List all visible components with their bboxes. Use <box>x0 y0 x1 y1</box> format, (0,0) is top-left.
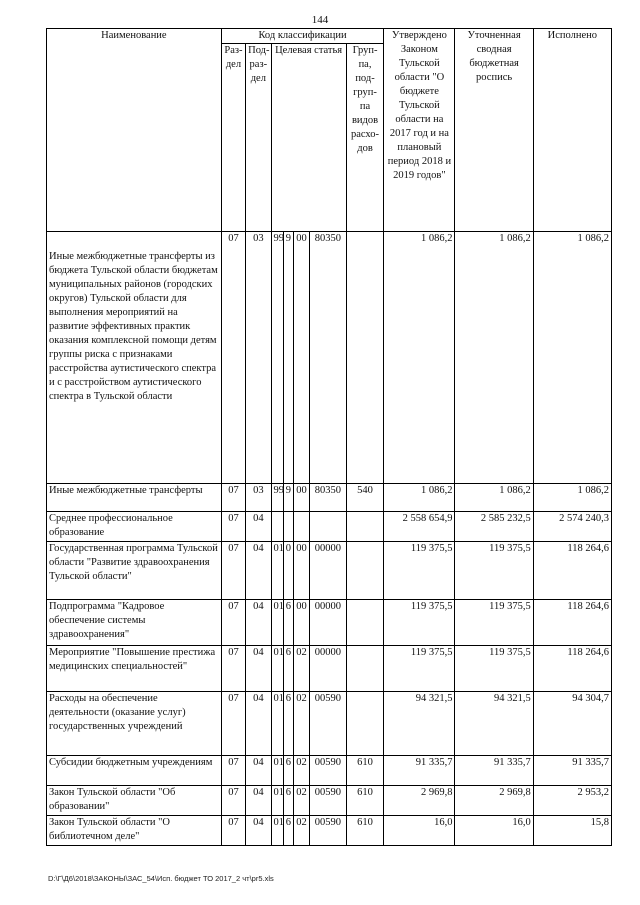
row-c4: 00000 <box>310 646 347 692</box>
row-c1: 99 <box>271 232 283 484</box>
row-rz: 07 <box>221 512 245 542</box>
row-vr <box>346 692 384 756</box>
row-c3: 02 <box>293 786 309 816</box>
row-prz: 04 <box>246 646 271 692</box>
row-refined: 119 375,5 <box>455 600 533 646</box>
row-prz: 04 <box>246 512 271 542</box>
header-podrazdel: Под-раз-дел <box>246 44 271 232</box>
row-vr: 540 <box>346 484 384 512</box>
row-rz: 07 <box>221 816 245 846</box>
header-expense-group: Груп-па, под-груп-па видов расхо-дов <box>346 44 384 232</box>
row-prz: 03 <box>246 484 271 512</box>
row-refined: 119 375,5 <box>455 542 533 600</box>
row-prz: 03 <box>246 232 271 484</box>
row-name: Среднее профессиональное образование <box>47 512 222 542</box>
row-c3: 00 <box>293 542 309 600</box>
page-number: 144 <box>311 14 329 26</box>
row-name: Расходы на обеспечение деятельности (оказание услуг) государственных учреждений <box>47 692 222 756</box>
row-refined: 1 086,2 <box>455 484 533 512</box>
row-name: Закон Тульской области "Об образовании" <box>47 786 222 816</box>
row-prz: 04 <box>246 600 271 646</box>
footer-file-path: D:\Г\Д6\2018\ЗАКОНЫ\ЗАС_54\Исп. бюджет ТО 2017_2 чт\pr5.xls <box>48 874 274 883</box>
row-approved: 1 086,2 <box>384 232 455 484</box>
row-rz: 07 <box>221 232 245 484</box>
row-approved: 91 335,7 <box>384 756 455 786</box>
row-approved: 94 321,5 <box>384 692 455 756</box>
budget-table <box>46 28 612 846</box>
row-approved: 1 086,2 <box>384 484 455 512</box>
row-prz: 04 <box>246 756 271 786</box>
row-c2: 6 <box>283 786 293 816</box>
header-code-group: Код классификации <box>221 29 384 44</box>
row-prz: 04 <box>246 542 271 600</box>
row-executed: 118 264,6 <box>533 646 611 692</box>
row-c3: 02 <box>293 756 309 786</box>
row-c2: 6 <box>283 816 293 846</box>
row-refined: 2 585 232,5 <box>455 512 533 542</box>
row-c2: 0 <box>283 542 293 600</box>
row-name: Иные межбюджетные трансферты <box>47 484 222 512</box>
row-executed: 1 086,2 <box>533 484 611 512</box>
row-refined: 119 375,5 <box>455 646 533 692</box>
row-c2: 9 <box>283 484 293 512</box>
row-name: Закон Тульской области "О библиотечном деле" <box>47 816 222 846</box>
row-refined: 16,0 <box>455 816 533 846</box>
table-row <box>47 484 612 512</box>
row-c4: 00590 <box>310 816 347 846</box>
row-vr <box>346 232 384 484</box>
header-target: Целевая статья <box>271 44 346 232</box>
row-c4: 00590 <box>310 786 347 816</box>
row-refined: 94 321,5 <box>455 692 533 756</box>
row-c4: 00590 <box>310 692 347 756</box>
row-c4 <box>310 512 347 542</box>
row-c1: 01 <box>271 692 283 756</box>
table-row <box>47 786 612 816</box>
table-row <box>47 600 612 646</box>
row-c3 <box>293 512 309 542</box>
row-rz: 07 <box>221 786 245 816</box>
row-c1: 01 <box>271 646 283 692</box>
table-row <box>47 646 612 692</box>
row-c3: 02 <box>293 692 309 756</box>
row-rz: 07 <box>221 756 245 786</box>
table-row <box>47 756 612 786</box>
row-executed: 118 264,6 <box>533 600 611 646</box>
row-c2: 6 <box>283 646 293 692</box>
row-refined: 91 335,7 <box>455 756 533 786</box>
row-c3: 00 <box>293 232 309 484</box>
row-executed: 118 264,6 <box>533 542 611 600</box>
row-c1 <box>271 512 283 542</box>
row-rz: 07 <box>221 542 245 600</box>
row-c4: 00590 <box>310 756 347 786</box>
row-rz: 07 <box>221 600 245 646</box>
row-executed: 15,8 <box>533 816 611 846</box>
row-rz: 07 <box>221 646 245 692</box>
row-approved: 119 375,5 <box>384 600 455 646</box>
row-approved: 2 969,8 <box>384 786 455 816</box>
row-approved: 2 558 654,9 <box>384 512 455 542</box>
row-refined: 1 086,2 <box>455 232 533 484</box>
row-c4: 00000 <box>310 600 347 646</box>
row-rz: 07 <box>221 484 245 512</box>
row-approved: 119 375,5 <box>384 646 455 692</box>
row-c1: 01 <box>271 816 283 846</box>
row-vr <box>346 512 384 542</box>
row-prz: 04 <box>246 816 271 846</box>
row-c3: 02 <box>293 816 309 846</box>
row-c3: 00 <box>293 484 309 512</box>
row-c1: 01 <box>271 756 283 786</box>
row-executed: 94 304,7 <box>533 692 611 756</box>
header-executed: Исполнено <box>533 29 611 232</box>
row-c2 <box>283 512 293 542</box>
row-refined: 2 969,8 <box>455 786 533 816</box>
row-c2: 6 <box>283 692 293 756</box>
table-row <box>47 816 612 846</box>
row-name: Мероприятие "Повышение престижа медицинских специальностей" <box>47 646 222 692</box>
row-name: Подпрограмма "Кадровое обеспечение системы здравоохранения" <box>47 600 222 646</box>
row-c1: 99 <box>271 484 283 512</box>
row-c1: 01 <box>271 786 283 816</box>
row-prz: 04 <box>246 786 271 816</box>
row-c3: 02 <box>293 646 309 692</box>
row-vr: 610 <box>346 786 384 816</box>
row-c2: 6 <box>283 600 293 646</box>
header-razdel: Раз-дел <box>221 44 245 232</box>
row-c4: 00000 <box>310 542 347 600</box>
row-c1: 01 <box>271 542 283 600</box>
row-vr <box>346 542 384 600</box>
row-executed: 1 086,2 <box>533 232 611 484</box>
row-c2: 6 <box>283 756 293 786</box>
row-c3: 00 <box>293 600 309 646</box>
row-name: Государственная программа Тульской области "Развитие здравоохранения Тульской области" <box>47 542 222 600</box>
table-row <box>47 512 612 542</box>
header-approved: Утверждено Законом Тульской области "О бюджете Тульской области на 2017 год и на плановый период 2018 и 2019 годов" <box>384 29 455 232</box>
row-executed: 2 953,2 <box>533 786 611 816</box>
table-row <box>47 692 612 756</box>
header-refined: Уточненная сводная бюджетная роспись <box>455 29 533 232</box>
row-vr <box>346 600 384 646</box>
row-prz: 04 <box>246 692 271 756</box>
row-c4: 80350 <box>310 232 347 484</box>
row-executed: 2 574 240,3 <box>533 512 611 542</box>
header-name: Наименование <box>47 29 222 232</box>
table-row <box>47 542 612 600</box>
row-name: Субсидии бюджетным учреждениям <box>47 756 222 786</box>
row-vr: 610 <box>346 816 384 846</box>
table-row <box>47 232 612 484</box>
row-c2: 9 <box>283 232 293 484</box>
row-approved: 16,0 <box>384 816 455 846</box>
row-vr <box>346 646 384 692</box>
row-executed: 91 335,7 <box>533 756 611 786</box>
row-c4: 80350 <box>310 484 347 512</box>
row-vr: 610 <box>346 756 384 786</box>
row-c1: 01 <box>271 600 283 646</box>
row-rz: 07 <box>221 692 245 756</box>
row-approved: 119 375,5 <box>384 542 455 600</box>
row-name: Иные межбюджетные трансферты из бюджета Тульской области бюджетам муниципальных районов (городских округов) Тульской области для выполнения мероприятий на развитие эффективных практик оказания комплексной помощи детям группы риска с признаками расстройства аутистического спектра и с расстройством аутистического спектра в Тульской области <box>47 232 222 484</box>
